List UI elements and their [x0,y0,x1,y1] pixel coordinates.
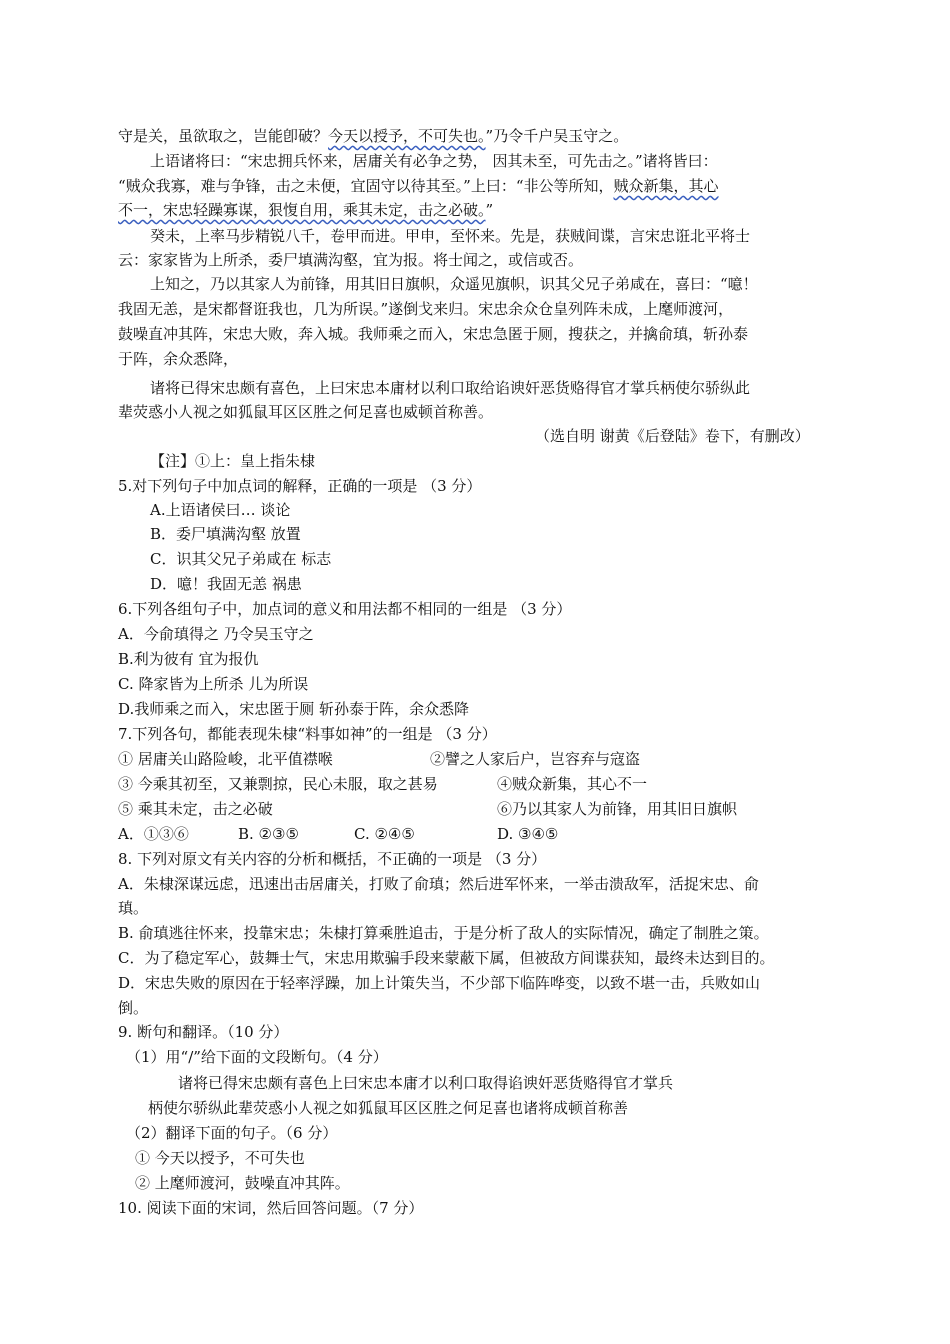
question-7-option-d: D. ③④⑤ [497,825,559,843]
question-9-excerpt-line: 柄使尔骄纵此辈荧惑小人视之如狐鼠耳区区胜之何足喜也诸将成顿首称善 [148,1099,629,1117]
question-7-item-3: ③ 今乘其初至，又兼剽掠，民心未服，取之甚易 [118,775,438,793]
passage-line: 守是关，虽欲取之，岂能卽破？今天以授予，不可失也。”乃令千户吴玉守之。 [118,127,629,145]
question-10-stem: 10. 阅读下面的宋词，然后回答问题。（7 分） [118,1199,424,1217]
question-9-part-2: （2）翻译下面的句子。（6 分） [126,1124,338,1142]
passage-line: 不一，宋忠轻躁寡谋，狠愎自用，乘其未定，击之必破。” [118,201,494,219]
question-7-item-6: ⑥乃以其家人为前锋，用其旧日旗帜 [497,800,738,818]
question-9-excerpt-line: 诸将已得宋忠颇有喜色上曰宋忠本庸才以利口取得谄谀奸恶货赂得官才掌兵 [178,1074,674,1092]
question-6-option-d: D.我师乘之而入，宋忠匿于厕 斩孙泰于阵，余众悉降 [118,700,470,718]
question-7-item-4: ④贼众新集，其心不一 [497,775,648,793]
question-6-option-c: C. 降家皆为上所杀 儿为所误 [118,675,309,693]
question-5-option-b: B．委尸填满沟壑 放置 [150,525,301,543]
wavy-underline-text: 不一，宋忠轻躁寡谋，狠愎自用， [118,201,344,219]
wavy-underline-text: 今天以授予，不可失也。 [328,127,486,145]
passage-line: 于阵，余众悉降， [118,350,239,368]
question-8-option-b: B. 俞瑱逃往怀来，投靠宋忠；朱棣打算乘胜追击，于是分析了敌人的实际情况，确定了制胜之策。 [118,924,769,942]
question-7-option-c: C. ②④⑤ [354,825,415,843]
question-8-option-d-cont: 倒。 [118,999,149,1017]
question-8-stem: 8. 下列对原文有关内容的分析和概括，不正确的一项是 （3 分） [118,850,547,868]
passage-line: 上语诸将曰：“宋忠拥兵怀来，居庸关有必争之势， 因其未至，可先击之。”诸将皆曰： [150,152,718,170]
passage-line: 我固无恙，是宋都督诳我也，几为所误。”遂倒戈来归。宋忠余众仓皇列阵未成，上麾师渡河， [118,300,734,318]
question-7-item-2: ②譬之人家后户，岂容弃与寇盗 [430,750,641,768]
question-9-translate-1: ① 今天以授予，不可失也 [135,1149,305,1167]
question-8-option-c: C．为了稳定军心，鼓舞士气，宋忠用欺骗手段来蒙蔽下属，但被敌方间谍获知，最终未达到目的。 [118,949,775,967]
question-7-item-5: ⑤ 乘其未定，击之必破 [118,800,273,818]
wavy-underline-text: 贼众新集，其心 [613,177,719,195]
question-8-option-a-cont: 瑱。 [118,899,149,917]
passage-line: 云：家家皆为上所杀，委尸填满沟壑，宜为报。将士闻之，或信或否。 [118,251,584,269]
question-5-option-a: A.上语诸侯曰… 谈论 [150,501,291,519]
question-9-part-1: （1）用“/”给下面的文段断句。（4 分） [126,1048,388,1066]
wavy-underline-text: 乘其未定，击之必破。 [343,201,486,219]
question-5-option-c: C．识其父兄子弟咸在 标志 [150,550,332,568]
question-7-stem: 7.下列各句，都能表现朱棣“料事如神”的一组是 （3 分） [118,725,497,743]
question-7-item-1: ① 居庸关山路险峻，北平值襟喉 [118,750,333,768]
passage-line: 癸未，上率马步精锐八千，卷甲而进。甲申，至怀来。先是，获贼间谍，言宋忠诳北平将士 [150,227,751,245]
passage-note: 【注】①上：皇上指朱棣 [150,452,316,470]
question-8-option-a: A．朱棣深谋远虑，迅速出击居庸关，打败了俞瑱；然后进军怀来，一举击溃敌军，活捉宋忠、俞 [118,875,759,893]
question-6-option-a: A．今俞瑱得之 乃令吴玉守之 [118,625,314,643]
question-7-option-b: B. ②③⑤ [238,825,299,843]
passage-source: （选自明 谢黄《后登陆》卷下，有删改） [535,427,810,445]
passage-line: “贼众我寡，难与争锋，击之未便，宜固守以待其至。”上曰：“非公等所知，贼众新集，其心 [118,177,719,195]
question-9-stem: 9. 断句和翻译。（10 分） [118,1023,289,1041]
question-6-option-b: B.利为彼有 宜为报仇 [118,650,259,668]
passage-line: 辈荧惑小人视之如狐鼠耳区区胜之何足喜也威顿首称善。 [118,403,494,421]
passage-line: 诸将已得宋忠颇有喜色，上曰宋忠本庸材以利口取给谄谀奸恶货赂得官才掌兵柄使尔骄纵此 [150,379,751,397]
question-5-option-d: D．噫！我固无恙 祸患 [150,575,302,593]
question-7-option-a: A．①③⑥ [118,825,189,843]
passage-line: 上知之，乃以其家人为前锋，用其旧日旗帜，众遥见旗帜，识其父兄子弟咸在，喜曰：“噫！ [150,275,758,293]
question-9-translate-2: ② 上麾师渡河，鼓噪直冲其阵。 [135,1174,350,1192]
question-5-stem: 5.对下列句子中加点词的解释，正确的一项是 （3 分） [118,477,482,495]
passage-line: 鼓噪直冲其阵，宋忠大败，奔入城。我师乘之而入，宋忠急匿于厕，搜获之，并擒俞瑱，斩孙泰 [118,325,749,343]
question-8-option-d: D．宋忠失败的原因在于轻率浮躁，加上计策失当，不少部下临阵哗变，以致不堪一击，兵败如山 [118,974,761,992]
question-6-stem: 6.下列各组句子中，加点词的意义和用法都不相同的一组是 （3 分） [118,600,572,618]
